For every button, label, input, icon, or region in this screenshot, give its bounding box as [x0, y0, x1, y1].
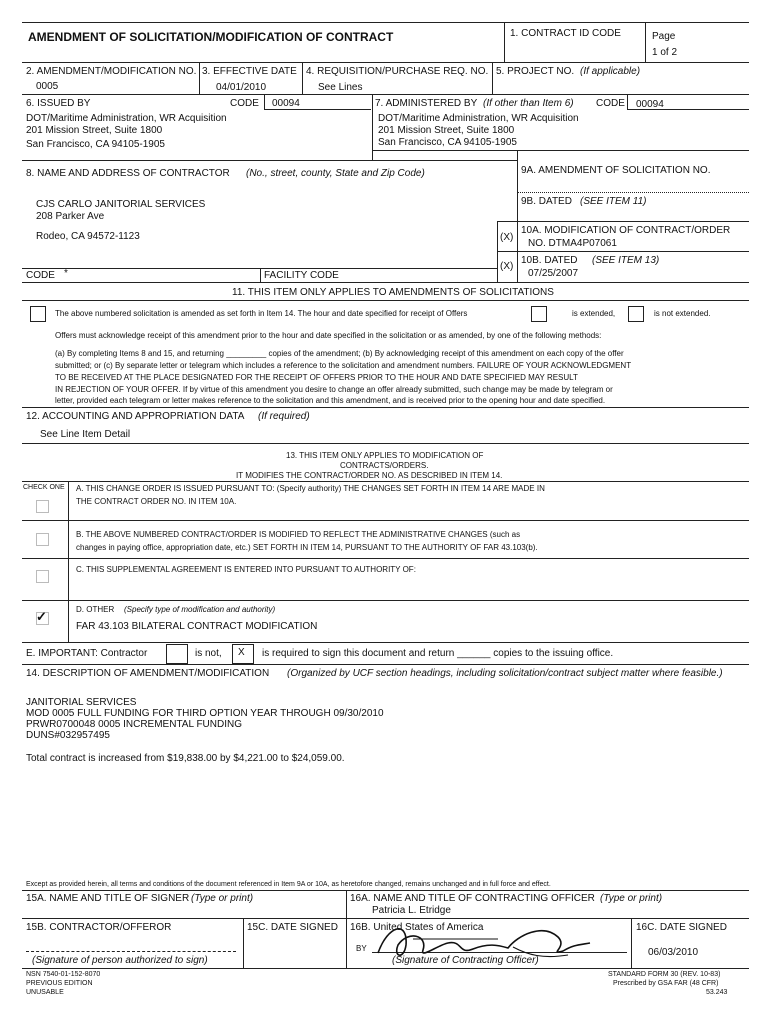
option-d-checkmark: ✓: [36, 609, 47, 624]
item14-l1: JANITORIAL SERVICES: [26, 697, 137, 708]
is-not-checkbox[interactable]: [166, 644, 188, 664]
option-a-checkbox[interactable]: [36, 500, 49, 513]
f15b-label: 15B. CONTRACTOR/OFFEROR: [26, 922, 172, 933]
item10b-value: 07/25/2007: [528, 268, 579, 279]
nsn-text: NSN 7540-01-152-8070: [26, 971, 101, 978]
admin-code-value: 00094: [636, 99, 664, 110]
rule: [372, 150, 749, 151]
f16a-label: 16A. NAME AND TITLE OF CONTRACTING OFFICER: [350, 893, 595, 904]
by-label: BY: [356, 944, 367, 953]
rule: [22, 600, 749, 601]
rule: [497, 221, 749, 222]
rule: [68, 481, 69, 642]
contractor-note: (No., street, county, State and Zip Code): [246, 168, 425, 179]
eff-value: 04/01/2010: [216, 82, 267, 93]
check-one-label: CHECK ONE: [23, 484, 65, 491]
extended-label: is extended,: [572, 309, 616, 318]
rule: [517, 192, 749, 193]
item13-h1: 13. THIS ITEM ONLY APPLIES TO MODIFICATION OF: [286, 451, 484, 460]
rule: [645, 22, 646, 62]
item14-l5: Total contract is increased from $19,838.00 by $4,221.00 to $24,059.00.: [26, 753, 345, 764]
item10b-label: 10B. DATED: [521, 255, 578, 266]
rule: [302, 62, 303, 94]
page-value: 1 of 2: [652, 47, 678, 58]
amend-label: 2. AMENDMENT/MODIFICATION NO.: [26, 66, 197, 77]
rule: [22, 300, 749, 301]
rule: [22, 642, 749, 643]
proj-label: 5. PROJECT NO.: [496, 66, 575, 77]
rule: [22, 520, 749, 521]
gsa-text: Prescribed by GSA FAR (48 CFR): [613, 980, 719, 987]
option-c-checkbox[interactable]: [36, 570, 49, 583]
contractor-code-label: CODE: [26, 270, 55, 281]
item11-line1: The above numbered solicitation is amended as set forth in Item 14. The hour and date specified for receipt of Offers: [55, 309, 468, 318]
item13-c1: C. THIS SUPPLEMENTAL AGREEMENT IS ENTERED INTO PURSUANT TO AUTHORITY OF:: [76, 565, 416, 574]
prev-text: PREVIOUS EDITION: [26, 980, 93, 987]
rule: [22, 664, 749, 665]
item10b-mark: (X): [500, 261, 514, 272]
contract-id-label: 1. CONTRACT ID CODE: [510, 28, 621, 39]
item11-p3: TO BE RECEIVED AT THE PLACE DESIGNATED FOR THE RECEIPT OF OFFERS PRIOR TO THE HOUR AND DATE SPECIFIED MAY RESULT: [55, 373, 578, 382]
unusable-text: UNUSABLE: [26, 989, 64, 996]
is-not-label: is not,: [195, 648, 222, 659]
rule: [22, 443, 749, 444]
f16c-label: 16C. DATE SIGNED: [636, 922, 727, 933]
issued-line2: 201 Mission Street, Suite 1800: [26, 125, 163, 136]
sig16-caption: (Signature of Contracting Officer): [392, 955, 539, 966]
f16c-value: 06/03/2010: [648, 947, 699, 958]
eff-label: 3. EFFECTIVE DATE: [202, 66, 297, 77]
sf-text: STANDARD FORM 30 (REV. 10-83): [608, 971, 721, 978]
item13-h2: CONTRACTS/ORDERS.: [340, 461, 429, 470]
item14-l3: PRWR0700048 0005 INCREMENTAL FUNDING: [26, 719, 242, 730]
item13-d1: D. OTHER: [76, 605, 115, 614]
item10a-label: 10A. MODIFICATION OF CONTRACT/ORDER: [521, 225, 731, 236]
rule: [22, 160, 517, 161]
admin-line3: San Francisco, CA 94105-1905: [378, 137, 517, 148]
contractor-city: Rodeo, CA 94572-1123: [36, 231, 140, 242]
f16b-label: 16B. United States of America: [350, 922, 484, 933]
item13-d-note: (Specify type of modification and authority): [124, 605, 276, 614]
f16a-value: Patricia L. Etridge: [372, 905, 451, 916]
item13-a2: THE CONTRACT ORDER NO. IN ITEM 10A.: [76, 497, 237, 506]
proj-note: (If applicable): [580, 66, 641, 77]
not-extended-label: is not extended.: [654, 309, 711, 318]
item12-note: (If required): [258, 411, 310, 422]
rule: [22, 558, 749, 559]
item9a-label: 9A. AMENDMENT OF SOLICITATION NO.: [521, 165, 711, 176]
item11-p1: (a) By completing Items 8 and 15, and returning _________ copies of the amendment; (b) By acknowledging receipt of this amendment on each copy of the offer: [55, 349, 624, 358]
contractor-code-value: *: [64, 268, 68, 279]
item11-p2: submitted; or (c) By separate letter or telegram which includes a reference to the solicitation and amendment numbers. FAILURE OF YOUR ACKNOWLEDGMENT: [55, 361, 632, 370]
contractor-street: 208 Parker Ave: [36, 211, 105, 222]
item14-l4: DUNS#032957495: [26, 730, 110, 741]
rule: [260, 268, 261, 282]
req-value: See Lines: [318, 82, 363, 93]
issued-line3: San Francisco, CA 94105-1905: [26, 139, 165, 150]
rule: [22, 22, 749, 23]
item14-label: 14. DESCRIPTION OF AMENDMENT/MODIFICATION: [26, 668, 270, 679]
rule: [22, 282, 749, 283]
issued-code-value: 00094: [272, 98, 300, 109]
rule: [199, 62, 200, 94]
item9b-label: 9B. DATED: [521, 196, 572, 207]
contractor-label: 8. NAME AND ADDRESS OF CONTRACTOR: [26, 168, 230, 179]
rule: [22, 481, 749, 482]
item12-label: 12. ACCOUNTING AND APPROPRIATION DATA: [26, 411, 245, 422]
rule: [492, 62, 493, 94]
item10a-value: NO. DTMA4P07061: [528, 238, 617, 249]
item13-b2: changes in paying office, appropriation date, etc.) SET FORTH IN ITEM 14, PURSUANT TO THE AUTHORITY OF FAR 43.103(b).: [76, 543, 538, 552]
not-extended-checkbox[interactable]: [628, 306, 644, 322]
item14-note: (Organized by UCF section headings, including solicitation/contract subject matter where feasible.): [287, 668, 723, 679]
is-required-text: is required to sign this document and return ______ copies to the issuing office.: [262, 648, 614, 659]
issued-label: 6. ISSUED BY: [26, 98, 91, 109]
item13-d2: FAR 43.103 BILATERAL CONTRACT MODIFICATION: [76, 621, 318, 632]
f16a-note: (Type or print): [600, 893, 663, 904]
req-label: 4. REQUISITION/PURCHASE REQ. NO.: [306, 66, 489, 77]
f15c-label: 15C. DATE SIGNED: [247, 922, 338, 933]
admin-label: 7. ADMINISTERED BY: [375, 98, 478, 109]
item11-checkbox[interactable]: [30, 306, 46, 322]
admin-note: (If other than Item 6): [483, 98, 574, 109]
rule: [631, 918, 632, 968]
sig15-caption: (Signature of person authorized to sign): [32, 955, 208, 966]
rule: [22, 407, 749, 408]
rule: [26, 951, 236, 952]
facility-label: FACILITY CODE: [264, 270, 339, 281]
f15a-note: (Type or print): [191, 893, 254, 904]
is-required-mark: X: [238, 647, 245, 658]
f15a-label: 15A. NAME AND TITLE OF SIGNER: [26, 893, 190, 904]
form-number: 53.243: [706, 989, 728, 996]
item10a-mark: (X): [500, 232, 514, 243]
issued-code-label: CODE: [230, 98, 259, 109]
form-title: AMENDMENT OF SOLICITATION/MODIFICATION OF CONTRACT: [28, 30, 394, 44]
item11-line2: Offers must acknowledge receipt of this amendment prior to the hour and date specified in the solicitation or as amended, by one of the following methods:: [55, 331, 602, 340]
admin-line2: 201 Mission Street, Suite 1800: [378, 125, 515, 136]
rule: [243, 918, 244, 968]
item11-header: 11. THIS ITEM ONLY APPLIES TO AMENDMENTS OF SOLICITATIONS: [232, 287, 554, 298]
extended-checkbox[interactable]: [531, 306, 547, 322]
item9b-note: (SEE ITEM 11): [580, 196, 647, 207]
rule: [497, 251, 749, 252]
issued-line1: DOT/Maritime Administration, WR Acquisition: [26, 113, 227, 124]
rule: [22, 968, 749, 969]
except-text: Except as provided herein, all terms and conditions of the document referenced in Item 9A or 10A, as heretofore changed, remains unchanged and in full force and effect.: [26, 881, 551, 888]
item10b-note: (SEE ITEM 13): [592, 255, 660, 266]
rule: [346, 890, 347, 968]
item12-value: See Line Item Detail: [40, 429, 131, 440]
item13-b1: B. THE ABOVE NUMBERED CONTRACT/ORDER IS MODIFIED TO REFLECT THE ADMINISTRATIVE CHANGES (such as: [76, 530, 521, 539]
page-label: Page: [652, 31, 676, 42]
rule: [22, 890, 749, 891]
itemE-label: E. IMPORTANT: Contractor: [26, 648, 148, 659]
admin-code-label: CODE: [596, 98, 625, 109]
rule: [22, 62, 749, 63]
contractor-name: CJS CARLO JANITORIAL SERVICES: [36, 199, 206, 210]
rule: [517, 150, 518, 282]
item13-h3: IT MODIFIES THE CONTRACT/ORDER NO. AS DESCRIBED IN ITEM 14.: [236, 471, 503, 480]
rule: [504, 22, 505, 62]
option-b-checkbox[interactable]: [36, 533, 49, 546]
item11-p4: IN REJECTION OF YOUR OFFER. If by virtue of this amendment you desire to change an offer already submitted, such change may be made by telegram or: [55, 385, 613, 394]
item14-l2: MOD 0005 FULL FUNDING FOR THIRD OPTION YEAR THROUGH 09/30/2010: [26, 708, 384, 719]
item11-p5: letter, provided each telegram or letter makes reference to the solicitation and this amendment, and is received prior to the opening hour and date specified.: [55, 396, 606, 405]
admin-line1: DOT/Maritime Administration, WR Acquisition: [378, 113, 579, 124]
amend-value: 0005: [36, 81, 59, 92]
item13-a1: A. THIS CHANGE ORDER IS ISSUED PURSUANT TO: (Specify authority) THE CHANGES SET FORTH IN ITEM 14 ARE MADE IN: [76, 484, 545, 493]
